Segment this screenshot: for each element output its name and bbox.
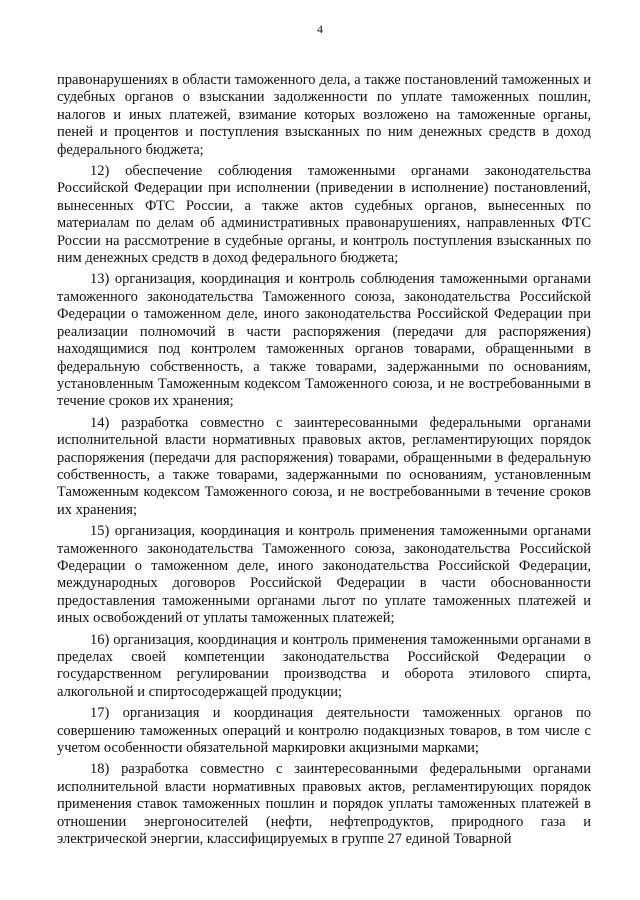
paragraph-item-13: 13) организация, координация и контроль соблюдения таможенными органами таможенного законодательства Таможенного союза, законодательства Российской Федерации о таможенном деле, иного законодательства Российской Федерации при реализации полномочий в части распоряжения (передачи для распоряжения) находящимися под контролем таможенных органов товарами, обращенными в федеральную собственность, а также товарами, задержанными по основаниям, установленным Таможенным кодексом Таможенного союза, и не востребованными в течение сроков их хранения; (57, 271, 591, 410)
paragraph-item-15: 15) организация, координация и контроль применения таможенными органами таможенного законодательства Таможенного союза, законодательства Российской Федерации о таможенном деле, иного законодательства Российской Федерации, международных договоров Российской Федерации в части обоснованности предоставления таможенными органами льгот по уплате таможенных платежей и иных освобождений от уплаты таможенных платежей; (57, 523, 591, 627)
paragraph-item-12: 12) обеспечение соблюдения таможенными органами законодательства Российской Федерации при исполнении (приведении в исполнение) постановлений, вынесенных ФТС России, а также актов судебных органов, вынесенных по материалам по делам об административных правонарушениях, направленных ФТС России на рассмотрение в судебные органы, и контроль поступления взысканных по ним денежных средств в доход федерального бюджета; (57, 163, 591, 267)
document-body (57, 72, 591, 852)
paragraph-item-17: 17) организация и координация деятельности таможенных органов по совершению таможенных операций и контролю подакцизных товаров, в том числе с учетом особенности обязательной маркировки акцизными марками; (57, 705, 591, 757)
page-number: 4 (317, 22, 323, 36)
paragraph-item-14: 14) разработка совместно с заинтересованными федеральными органами исполнительной власти нормативных правовых актов, регламентирующих порядок распоряжения (передачи для распоряжения) товарами, обращенными в федеральную собственность, а также товарами, задержанными по основаниям, установленным Таможенным кодексом Таможенного союза, и не востребованными в течение сроков их хранения; (57, 414, 591, 518)
paragraph-item-16: 16) организация, координация и контроль применения таможенными органами в пределах своей компетенции законодательства Российской Федерации о государственном регулировании производства и оборота этилового спирта, алкогольной и спиртосодержащей продукции; (57, 631, 591, 700)
paragraph-item-18: 18) разработка совместно с заинтересованными федеральными органами исполнительной власти нормативных правовых актов, регламентирующих порядок применения ставок таможенных пошлин и порядок уплаты таможенных платежей в отношении энергоносителей (нефти, нефтепродуктов, природного газа и электрической энергии, классифицируемых в группе 27 единой Товарной (57, 761, 591, 848)
paragraph-continuation: правонарушениях в области таможенного дела, а также постановлений таможенных и судебных органов о взыскании задолженности по уплате таможенных пошлин, налогов и иных платежей, взимание которых возложено на таможенные органы, пеней и процентов и поступления взысканных по ним денежных средств в доход федерального бюджета; (57, 72, 591, 158)
